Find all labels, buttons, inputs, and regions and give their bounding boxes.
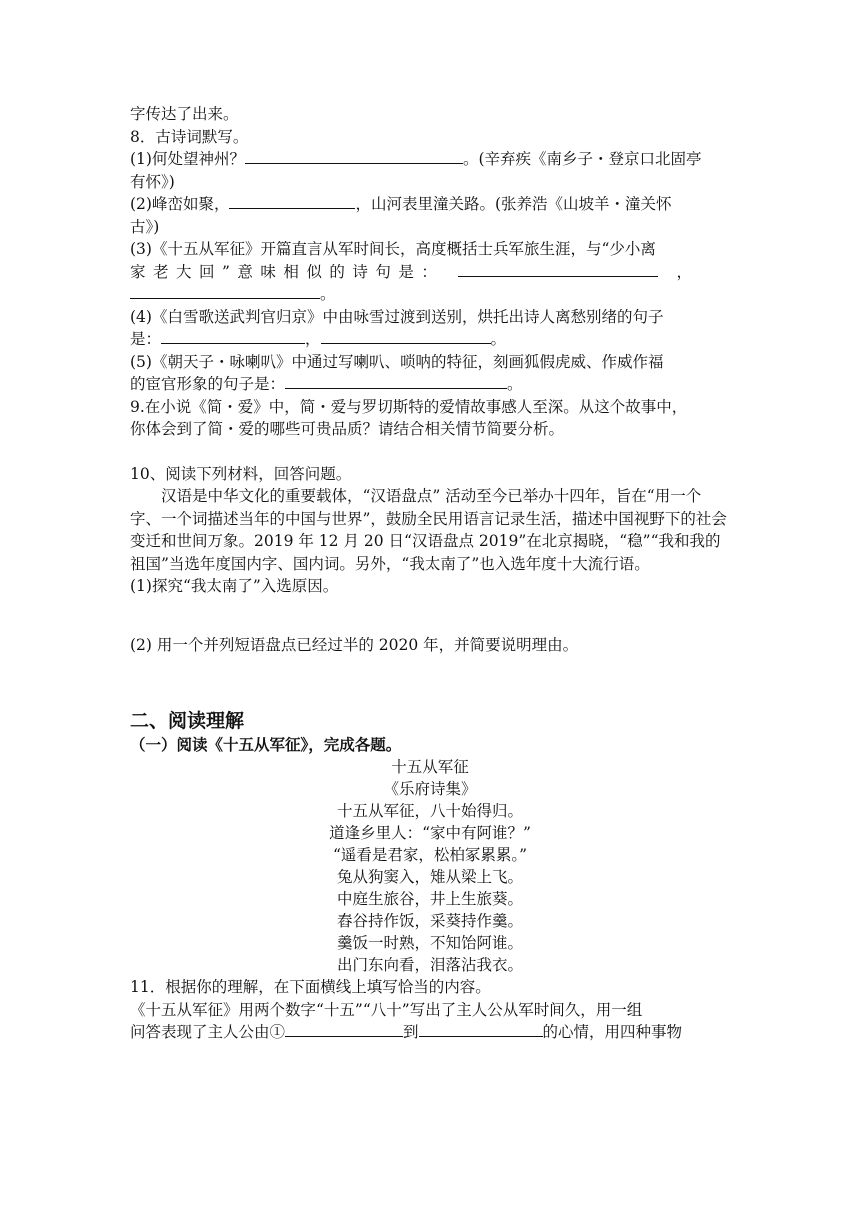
answer-blank[interactable] (458, 262, 658, 277)
section-title: 二、阅读理解 (130, 710, 245, 732)
q8-item-2-cont: 古》) (130, 217, 160, 236)
q8-item-1-cont: 有怀》) (130, 172, 175, 191)
q11-line-1: 11．根据你的理解，在下面横线上填写恰当的内容。 (130, 978, 491, 996)
q9-line-1: 9.在小说《简・爱》中，简・爱与罗切斯特的爱情故事感人至深。从这个故事中， (130, 397, 688, 416)
period: 。 (320, 285, 336, 303)
poem-line: 道逢乡里人：“家中有阿谁？” (329, 824, 531, 842)
section-subtitle: （一）阅读《十五从军征》，完成各题。 (130, 735, 402, 754)
poem-line: 出门东向看，泪落沾我衣。 (336, 956, 523, 974)
answer-space (130, 598, 730, 634)
comma: ， (676, 262, 692, 281)
answer-blank[interactable] (245, 149, 463, 164)
q11-line-3 (130, 1021, 730, 1044)
q11-tail: 的心情，用四种事物 (542, 1023, 683, 1041)
answer-blank[interactable] (161, 329, 305, 344)
q8-item-5-cont (130, 373, 730, 396)
q8-item-4-prompt: 是： (130, 330, 162, 348)
q8-item-2 (130, 193, 730, 216)
q11-prompt: 问答表现了主人公由① (130, 1023, 286, 1041)
poem-line: 舂谷持作饭，采葵持作羹。 (336, 912, 523, 930)
poem-line: “遥看是君家，松柏冢累累。” (332, 846, 528, 864)
q8-item-1-source: 。(辛弃疾《南乡子・登京口北固亭 (462, 150, 702, 168)
answer-space (130, 441, 730, 463)
answer-blank[interactable] (285, 1022, 403, 1037)
poem-line: 十五从军征，八十始得归。 (336, 802, 523, 820)
q10-title: 10、阅读下列材料，回答问题。 (130, 464, 352, 483)
q11-line-2: 《十五从军征》用两个数字“十五”“八十”写出了主人公从军时间久，用一组 (130, 1000, 643, 1019)
answer-blank[interactable] (321, 329, 491, 344)
q8-item-1-prompt: (1)何处望神州？ (130, 150, 245, 168)
answer-blank[interactable] (419, 1022, 543, 1037)
poem-title: 十五从军征 (391, 758, 469, 776)
answer-blank[interactable] (285, 374, 507, 389)
q8-item-4-cont (130, 328, 730, 351)
answer-blank[interactable] (130, 284, 320, 299)
q8-item-3-prompt: 家老大回”意味相似的诗句是： (130, 262, 445, 281)
period: 。 (490, 330, 507, 348)
q8-item-2-source: ，山河表里潼关路。(张养浩《山坡羊・潼关怀 (355, 195, 672, 213)
q8-item-5: (5)《朝天子・咏喇叭》中通过写喇叭、唢呐的特征，刻画狐假虎威、作威作福 (130, 352, 664, 371)
page-content (130, 103, 730, 1044)
q8-title: 8．古诗词默写。 (130, 127, 249, 146)
q9-line-2: 你体会到了简・爱的哪些可贵品质？请结合相关情节简要分析。 (130, 420, 565, 438)
q8-item-2-prompt: (2)峰峦如聚， (130, 195, 230, 213)
q11-to: 到 (403, 1023, 419, 1041)
poem (130, 756, 730, 976)
q8-item-3-cont (130, 261, 730, 284)
poem-source: 《乐府诗集》 (383, 780, 477, 798)
poem-line: 中庭生旅谷，井上生旅葵。 (336, 890, 523, 908)
q8-item-5-prompt: 的宦官形象的句子是： (130, 375, 286, 393)
intro-tail: 字传达了出来。 (130, 105, 239, 123)
poem-line: 兔从狗窦入，雉从梁上飞。 (336, 868, 523, 886)
period: 。 (507, 375, 523, 393)
q8-item-4: (4)《白雪歌送武判官归京》中由咏雪过渡到送别，烘托出诗人离愁别绪的句子 (130, 307, 664, 326)
answer-blank[interactable] (229, 194, 355, 209)
q10-sub-2: (2) 用一个并列短语盘点已经过半的 2020 年，并简要说明理由。 (130, 635, 579, 654)
comma: ， (305, 330, 321, 348)
poem-line: 羹饭一时熟，不知饴阿谁。 (336, 934, 523, 952)
q10-material: 汉语是中华文化的重要载体，“汉语盘点” 活动至今已举办十四年，旨在“用一个字、一个词描述当年的中国与世界”，鼓励全民用语言记录生活，描述中国视野下的社会变迁和世间万象。2019 年 12 月 20 日“汉语盘点 2019”在北京揭晓，“稳”“我和我的祖国”当选年度国内字、国内词。另外，“我太南了”也入选年度十大流行语。 (130, 487, 727, 573)
q8-item-3-cont2 (130, 283, 730, 306)
q10-sub-1: (1)探究“我太南了”入选原因。 (130, 577, 339, 595)
answer-space (130, 656, 730, 694)
q8-item-1 (130, 148, 730, 171)
q8-item-3: (3)《十五从军征》开篇直言从军时间长，高度概括士兵军旅生涯，与“少小离 (130, 240, 656, 258)
